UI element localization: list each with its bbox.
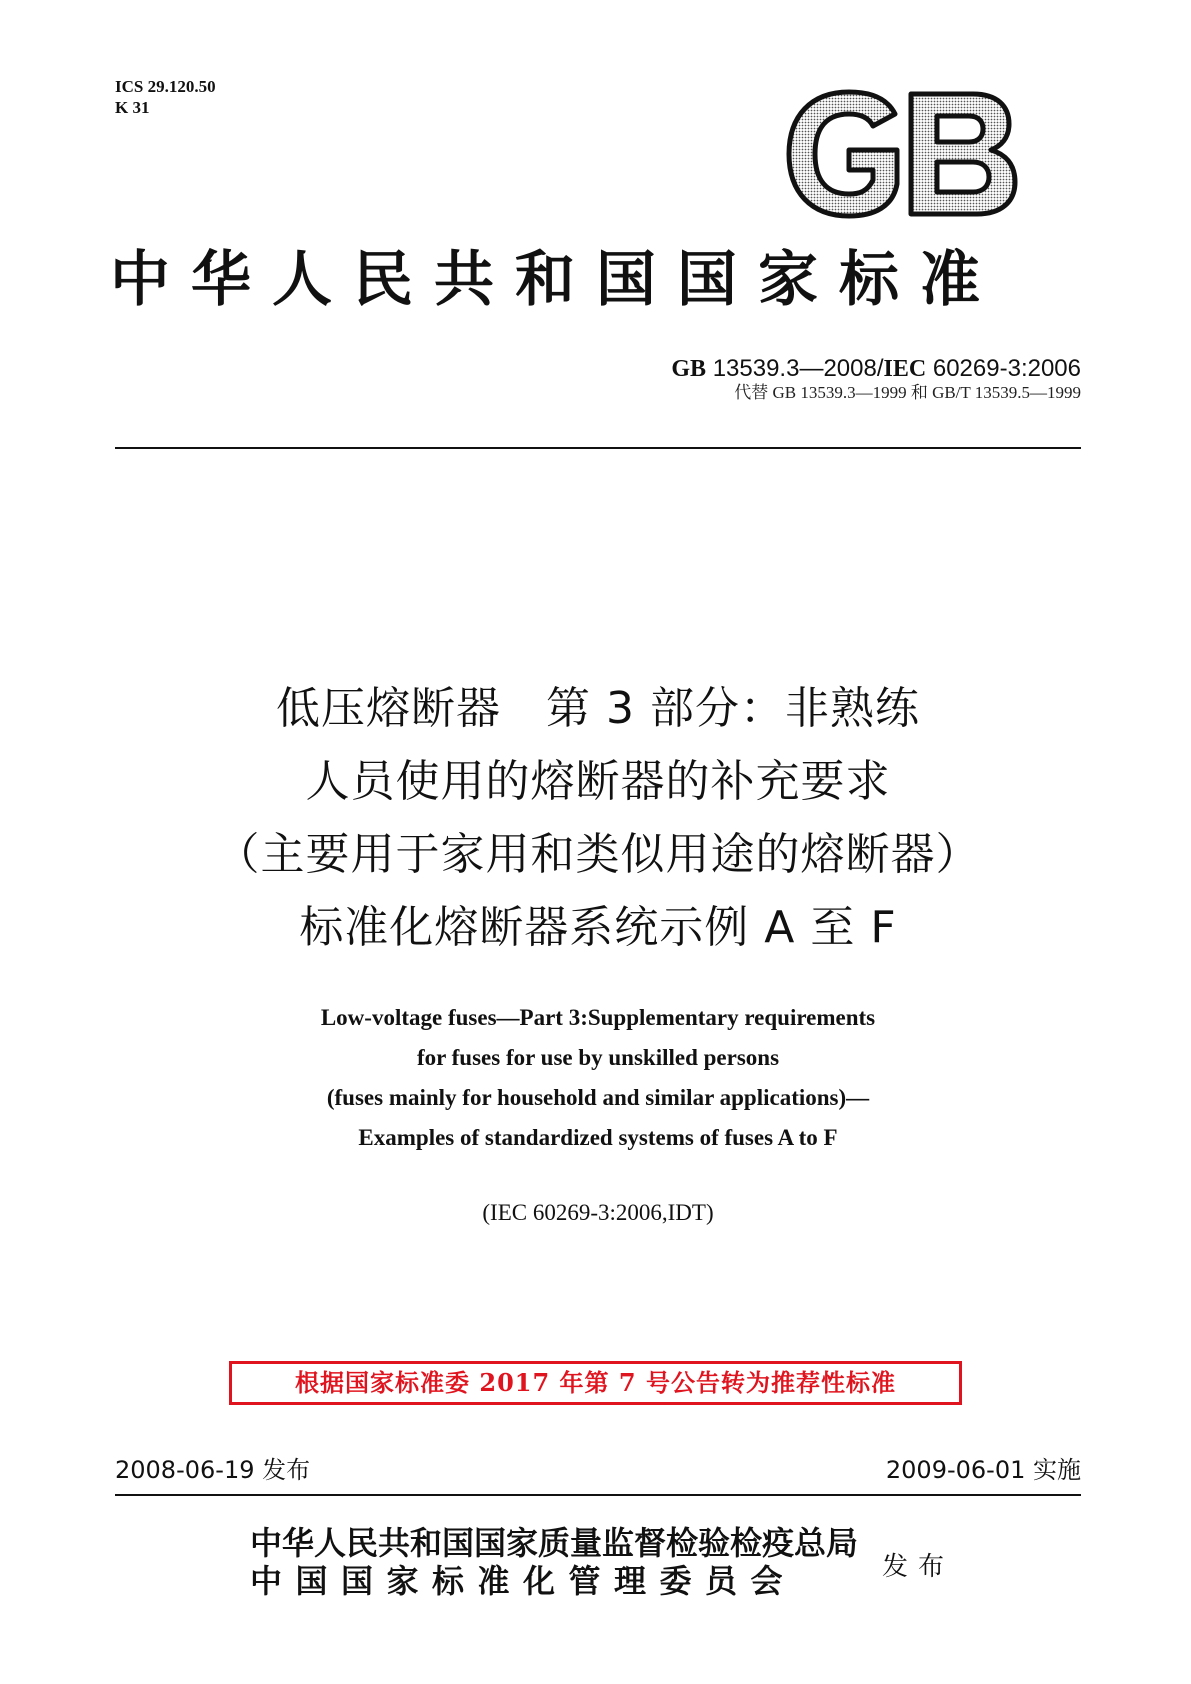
replaces-note: 代替 GB 13539.3—1999 和 GB/T 13539.5—1999 bbox=[734, 383, 1081, 402]
chinese-title-line: 低压熔断器 第 3 部分：非熟练 bbox=[276, 683, 920, 734]
chinese-title-line: 标准化熔断器系统示例 A 至 F bbox=[299, 902, 897, 953]
publisher-line: 中国国家标准化管理委员会 bbox=[250, 1562, 797, 1600]
english-title-line: Examples of standardized systems of fuses A to F bbox=[358, 1125, 838, 1150]
implementation-date: 2009-06-01 实施 bbox=[885, 1456, 1081, 1484]
date-row bbox=[115, 1455, 1081, 1485]
equivalence-note: (IEC 60269-3:2006,IDT) bbox=[482, 1200, 714, 1225]
bottom-divider bbox=[115, 1494, 1081, 1496]
english-title-line: for fuses for use by unskilled persons bbox=[416, 1045, 780, 1070]
standard-number bbox=[671, 355, 1081, 383]
ccs-code: K 31 bbox=[115, 98, 150, 117]
english-title-line: (fuses mainly for household and similar applications)— bbox=[326, 1085, 870, 1110]
conversion-notice-stamp: 根据国家标准委 2017 年第 7 号公告转为推荐性标准 bbox=[229, 1361, 962, 1405]
iec-number: 60269-3:2006 bbox=[932, 355, 1081, 382]
english-title-line: Low-voltage fuses—Part 3:Supplementary requirements bbox=[320, 1005, 876, 1030]
publisher-line: 中华人民共和国国家质量监督检验检疫总局 bbox=[250, 1524, 859, 1562]
publish-label: 发布 bbox=[882, 1552, 955, 1582]
gb-number: 13539.3—2008/ bbox=[712, 355, 884, 382]
gb-prefix: GB bbox=[671, 356, 707, 382]
ics-code: ICS 29.120.50 bbox=[115, 77, 216, 96]
standard-number-block bbox=[671, 355, 1081, 403]
issue-date: 2008-06-19 发布 bbox=[115, 1456, 311, 1484]
gb-logo bbox=[783, 88, 1019, 220]
chinese-title bbox=[115, 672, 1081, 964]
classification-codes bbox=[115, 76, 216, 118]
chinese-title-line: 人员使用的熔断器的补充要求 bbox=[305, 756, 891, 807]
top-divider bbox=[115, 447, 1081, 449]
publishers bbox=[250, 1524, 858, 1600]
chinese-title-line: （主要用于家用和类似用途的熔断器） bbox=[215, 829, 981, 880]
iec-prefix: IEC bbox=[883, 356, 927, 382]
english-title bbox=[115, 998, 1081, 1158]
standard-category-title: 中华人民共和国国家标准 bbox=[110, 245, 1001, 315]
